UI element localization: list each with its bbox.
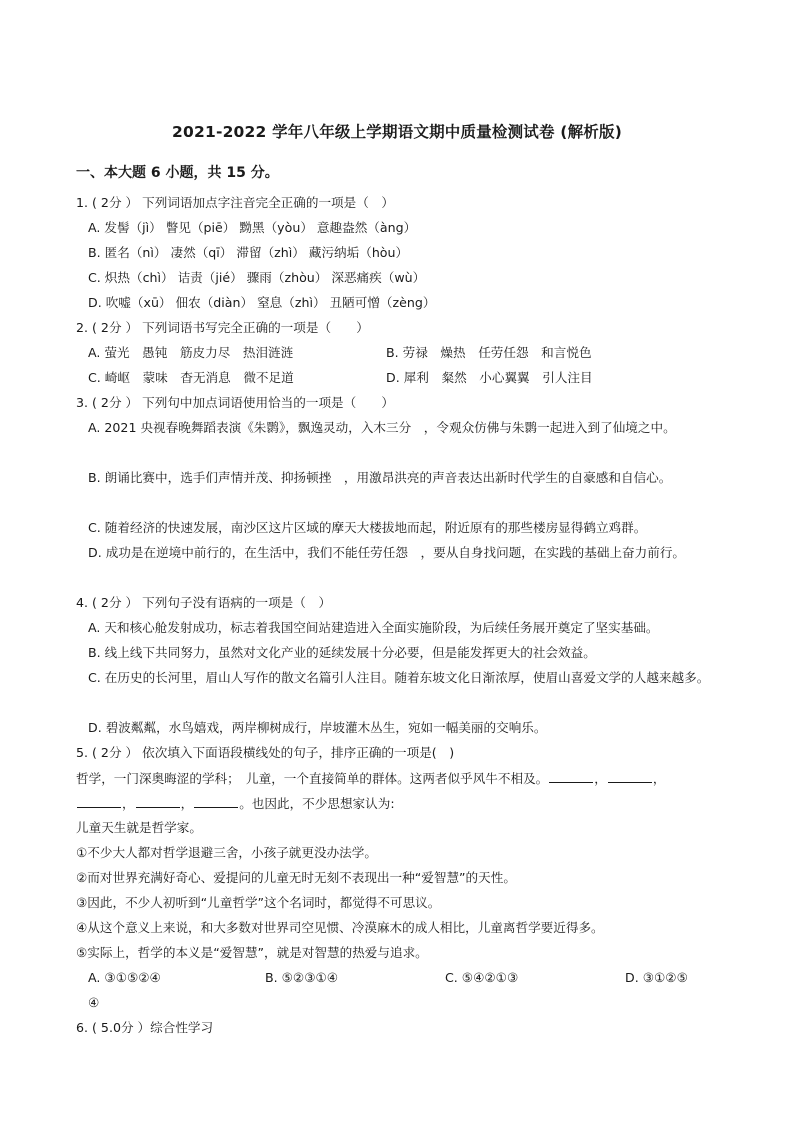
q4-option-b: B. 线上线下共同努力，虽然对文化产业的延续发展十分必要，但是能发挥更大的社会效益。 bbox=[88, 645, 596, 660]
q5-sentence-2: ②而对世界充满好奇心、爱提问的儿童无时无刻不表现出一种“爱智慧”的天性。 bbox=[76, 870, 516, 885]
q1-option-d: D. 吹嘘（xū） 佃农（diàn） 窒息（zhì） 丑陋可憎（zèng） bbox=[88, 295, 436, 310]
q3-option-a: A. 2021 央视春晚舞蹈表演《朱鹮》，飘逸灵动，入木三分 ，令观众仿佛与朱鹮一起进入到了仙境之中。 bbox=[88, 420, 676, 435]
q5-passage-line-3: 儿童天生就是哲学家。 bbox=[76, 820, 202, 835]
fill-blank bbox=[608, 770, 652, 783]
q2-option-c: C. 崎岖 蒙味 杳无消息 微不足道 bbox=[88, 370, 294, 385]
q4-option-c: C. 在历史的长河里，眉山人写作的散文名篇引人注目。随着东坡文化日渐浓厚，使眉山喜爱文学的人越来越多。 bbox=[88, 670, 710, 685]
q5-option-b: B. ⑤②③①④ bbox=[265, 970, 339, 985]
q1-stem: 1. ( 2分 ） 下列词语加点字注音完全正确的一项是（ ） bbox=[76, 195, 395, 210]
q5-option-d: D. ③①②⑤ bbox=[625, 970, 688, 985]
q5-sentence-5: ⑤实际上，哲学的本义是“爱智慧”，就是对智慧的热爱与追求。 bbox=[76, 945, 428, 960]
q5-passage-tail: 。也因此，不少思想家认为: bbox=[239, 796, 395, 811]
q2-option-b: B. 劳禄 燥热 任劳任怨 和言悦色 bbox=[386, 345, 592, 360]
fill-blank bbox=[194, 795, 238, 808]
q5-passage-text: 哲学，一门深奥晦涩的学科； 儿童，一个直接简单的群体。这两者似乎风牛不相及。 bbox=[76, 771, 549, 786]
q5-stem: 5. ( 2分 ） 依次填入下面语段横线处的句子，排序正确的一项是( ) bbox=[76, 745, 455, 760]
q3-option-c: C. 随着经济的快速发展，南沙区这片区域的摩天大楼拔地而起，附近原有的那些楼房显得鹤立鸡群。 bbox=[88, 520, 647, 535]
q3-option-b: B. 朗诵比赛中，选手们声情并茂、抑扬顿挫 ，用激昂洪亮的声音表达出新时代学生的自豪感和自信心。 bbox=[88, 470, 672, 485]
fill-blank bbox=[549, 770, 593, 783]
fill-blank bbox=[136, 795, 180, 808]
fill-blank bbox=[77, 795, 121, 808]
q3-stem: 3. ( 2分 ） 下列句中加点词语使用恰当的一项是（ ） bbox=[76, 395, 395, 410]
document-title: 2021-2022 学年八年级上学期语文期中质量检测试卷 (解析版) bbox=[172, 123, 622, 141]
q4-stem: 4. ( 2分 ） 下列句子没有语病的一项是（ ） bbox=[76, 595, 332, 610]
q5-sentence-4: ④从这个意义上来说，和大多数对世界司空见惯、冷漠麻木的成人相比，儿童离哲学要近得多。 bbox=[76, 920, 604, 935]
q5-option-d-wrap: ④ bbox=[88, 995, 100, 1010]
q5-option-a: A. ③①⑤②④ bbox=[88, 970, 161, 985]
q6-stem: 6. ( 5.0分 ）综合性学习 bbox=[76, 1020, 214, 1035]
q4-option-a: A. 天和核心舱发射成功，标志着我国空间站建造进入全面实施阶段，为后续任务展开奠定了坚实基础。 bbox=[88, 620, 659, 635]
q5-sentence-3: ③因此，不少人初听到“儿童哲学”这个名词时，都觉得不可思议。 bbox=[76, 895, 441, 910]
q5-sentence-1: ①不少大人都对哲学退避三舍，小孩子就更没办法学。 bbox=[76, 845, 377, 860]
q1-option-b: B. 匿名（nì） 凄然（qī） 滞留（zhì） 藏污纳垢（hòu） bbox=[88, 245, 409, 260]
q5-option-c: C. ⑤④②①③ bbox=[445, 970, 519, 985]
q1-option-a: A. 发髻（jì） 瞥见（piē） 黝黑（yòu） 意趣盎然（àng） bbox=[88, 220, 417, 235]
q4-option-d: D. 碧波粼粼，水鸟嬉戏，两岸柳树成行，岸坡灌木丛生，宛如一幅美丽的交响乐。 bbox=[88, 720, 547, 735]
q2-stem: 2. ( 2分 ） 下列词语书写完全正确的一项是（ ） bbox=[76, 320, 369, 335]
q2-option-d: D. 犀利 粲然 小心翼翼 引人注目 bbox=[386, 370, 593, 385]
q2-option-a: A. 萤光 愚钝 筋皮力尽 热泪涟涟 bbox=[88, 345, 294, 360]
q5-passage-line-2: ， ， 。也因此，不少思想家认为: bbox=[76, 795, 395, 812]
q5-passage-line-1: 哲学，一门深奥晦涩的学科； 儿童，一个直接简单的群体。这两者似乎风牛不相及。 ， ， bbox=[76, 771, 666, 786]
q3-option-d: D. 成功是在逆境中前行的，在生活中，我们不能任劳任怨 ，要从自身找问题，在实践的基础上奋力前行。 bbox=[88, 545, 686, 560]
section-heading: 一、本大题 6 小题，共 15 分。 bbox=[76, 165, 279, 181]
q1-option-c: C. 炽热（chì） 诘责（jié） 骤雨（zhòu） 深恶痛疾（wù） bbox=[88, 270, 426, 285]
